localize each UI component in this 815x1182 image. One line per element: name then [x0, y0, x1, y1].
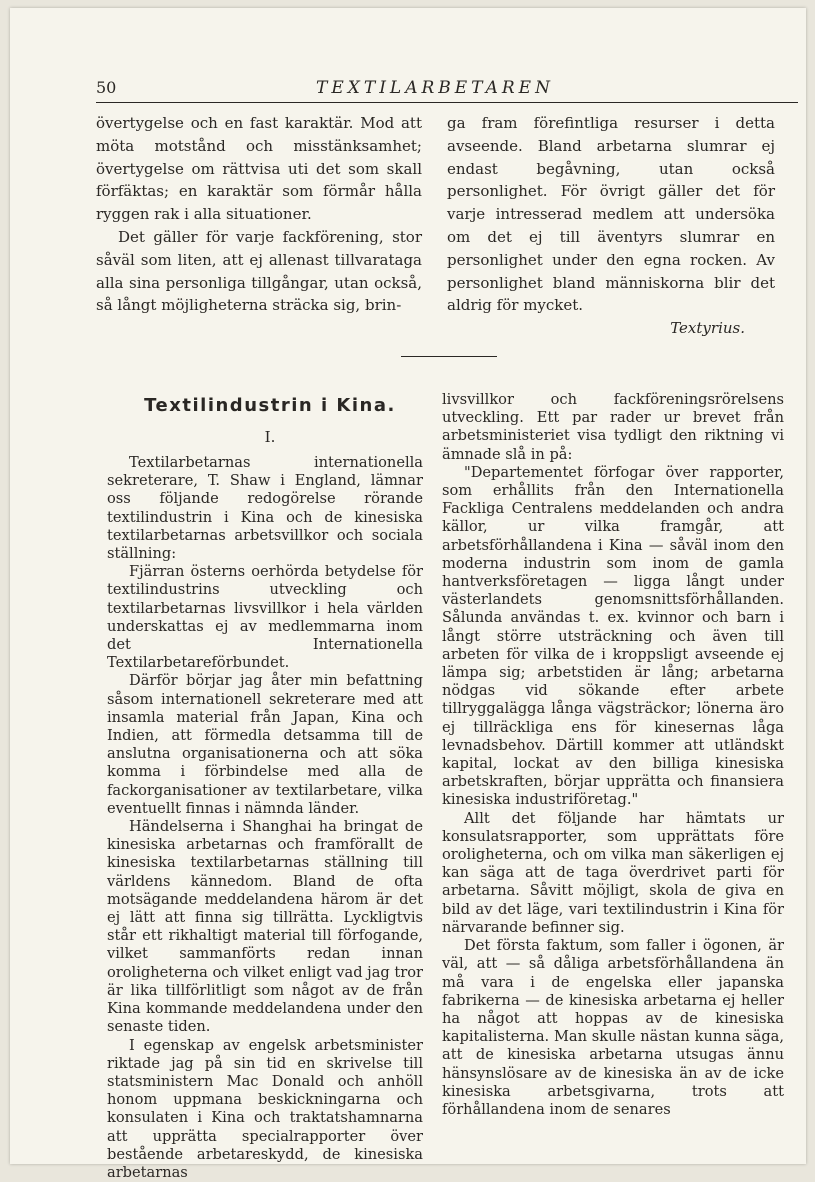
- article-part-number: I.: [117, 428, 423, 446]
- paragraph: ga fram förefintliga resurser i detta avseende. Bland arbetarna slumrar ej endast begåvning, utan också personlighet. För övrigt gäller det för varje intresserad medlem att undersöka om det ej till äventyrs slumrar en personlighet under den egna rocken. Av personlighet bland människorna blir det aldrig för mycket.: [447, 112, 775, 317]
- article-right-column: [442, 391, 784, 1119]
- paragraph: Det gäller för varje fackförening, stor såväl som liten, att ej allenast tillvarataga alla sina personliga tillgångar, utan också, så långt möjligheterna sträcka sig, brin-: [96, 226, 422, 317]
- top-right-column: [447, 112, 775, 340]
- paragraph: Fjärran österns oerhörda betydelse för textilindustrins utveckling och textilarbetarnas livsvillkor i hela världen underskattas ej av medlemmarna inom det Internationella Textilarbetareförbundet.: [107, 563, 423, 672]
- author-signature: Textyrius.: [447, 317, 775, 340]
- paragraph: Allt det följande har hämtats ur konsulatsrapporter, som upprättats före oroligheterna, och om vilka man säkerligen ej kan säga att de taga överdrivet parti för arbetarna. Såvitt möjligt, skola de giva en bild av det läge, vari textilindustrin i Kina för närvarande befinner sig.: [442, 810, 784, 937]
- page-number: 50: [96, 78, 116, 97]
- article-title: Textilindustrin i Kina.: [117, 395, 423, 416]
- article-left-column: [107, 454, 423, 1182]
- running-title: TEXTILARBETAREN: [316, 78, 554, 98]
- paragraph: Textilarbetarnas internationella sekreterare, T. Shaw i England, lämnar oss följande redogörelse rörande textilindustrin i Kina och de kinesiska textilarbetarnas arbetsvillkor och sociala ställning:: [107, 454, 423, 563]
- paragraph: Det första faktum, som faller i ögonen, är väl, att — så dåliga arbetsförhållandena än må vara i de engelska eller japanska fabrikerna — de kinesiska arbetarna ej heller ha något att hoppas av de kinesiska kapitalisterna. Man skulle nästan kunna säga, att de kinesiska arbetarna utsugas ännu hänsynslösare av de kinesiska än av de icke kinesiska arbetsgivarna, trots att förhållandena inom de senares: [442, 937, 784, 1119]
- section-divider: [401, 356, 497, 357]
- paragraph: livsvillkor och fackföreningsrörelsens utveckling. Ett par rader ur brevet från arbetsministeriet visa tydligt den riktning vi ämnade slå in på:: [442, 391, 784, 464]
- page: [10, 8, 806, 1164]
- paragraph: övertygelse och en fast karaktär. Mod att möta motstånd och misstänksamhet; övertygelse om rättvisa uti det som skall förfäktas; en karaktär som förmår hålla ryggen rak i alla situationer.: [96, 112, 422, 226]
- paragraph: "Departementet förfogar över rapporter, som erhållits från den Internationella Fackliga Centralens meddelanden och andra källor, ur vilka framgår, att arbetsförhållandena i Kina — såväl inom den moderna industrin som inom de gamla hantverksföretagen — ligga långt under västerlandets genomsnittsförhållanden. Sålunda användas t. ex. kvinnor och barn i långt större utsträckning och även till arbeten för vilka de i kroppsligt avseende ej lämpa sig; arbetstiden är lång; arbetarna nödgas vid sökande efter arbete tillryggalägga långa vägsträckor; lönerna äro ej tillräckliga ens för kinesernas låga levnadsbehov. Därtill kommer att utländskt kapital, lockat av den billiga kinesiska arbetskraften, börjar upprätta och finansiera kinesiska industriföretag.": [442, 464, 784, 810]
- top-left-column: [96, 112, 422, 317]
- paragraph: Händelserna i Shanghai ha bringat de kinesiska arbetarnas och framförallt de kinesiska textilarbetarnas ställning till världens kännedom. Bland de ofta motsägande meddelandena härom är det ej lätt att finna sig tillrätta. Lyckligtvis står ett rikhaltigt material till förfogande, vilket sammanförts redan innan oroligheterna och vilket enligt vad jag tror är lika tillförlitligt som något av de från Kina kommande meddelandena under den senaste tiden.: [107, 818, 423, 1036]
- paragraph: Därför börjar jag åter min befattning såsom internationell sekreterare med att insamla material från Japan, Kina och Indien, att förmedla detsamma till de anslutna organisationerna och att söka komma i förbindelse med alla de fackorganisationer av textilarbetare, vilka eventuellt finnas i nämnda länder.: [107, 672, 423, 818]
- page-header: [96, 72, 798, 103]
- paragraph: I egenskap av engelsk arbetsminister riktade jag på sin tid en skrivelse till statsministern Mac Donald och anhöll honom uppmana beskickningarna och konsulaten i Kina och traktatshamnarna att upprätta specialrapporter över bestående arbetareskydd, de kinesiska arbetarnas: [107, 1037, 423, 1182]
